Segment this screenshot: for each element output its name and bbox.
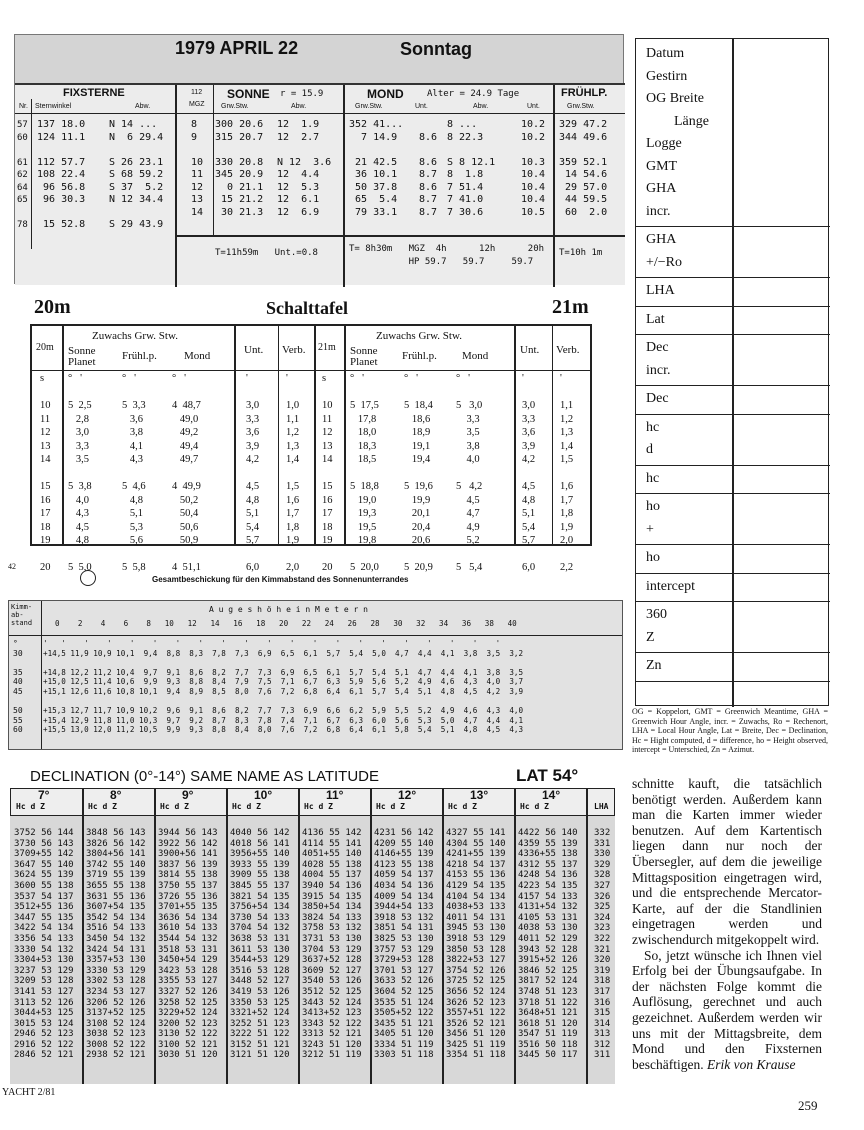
schalt-left-verb-col: ' 1,0 1,1 1,2 1,3 1,4 1,5 1,6 1,7 1,8 1,9 2,0	[286, 373, 300, 573]
schalt-right-mond: Mond	[462, 350, 489, 362]
schalt-left-mond-col: ° ' 4 48,7 49,0 49,2 49,4 49,7 4 49,9 50,2 50,4 50,6 50,9 4 51,1	[172, 373, 201, 573]
mond-header: MOND	[367, 87, 404, 101]
form-row-label: intercept	[646, 578, 695, 594]
schalt-left-unt: Unt.	[244, 344, 264, 356]
decl-degree-header: 13°	[470, 788, 489, 802]
schalt-right-verb: Verb.	[556, 344, 580, 356]
fixsterne-header: FIXSTERNE	[63, 87, 125, 99]
form-row	[636, 545, 830, 574]
kimm-page-number: 42	[8, 562, 16, 571]
article-paragraph-2	[632, 948, 822, 1073]
fix-nr-col: 57 60 61 62 64 65 78	[17, 120, 28, 230]
form-row-entry[interactable]	[734, 227, 828, 277]
fruehlp-grw-col: 329 47.2 344 49.6 359 52.1 14 54.6 29 57.0 44 59.5 60 2.0	[559, 119, 608, 218]
form-row	[636, 574, 830, 603]
schalt-right-verb-col: ' 1,1 1,2 1,3 1,4 1,5 1,6 1,7 1,8 1,9 2,0 2,2	[560, 373, 574, 573]
schalt-right-sonne-col: ° ' 5 17,5 17,8 18,0 18,3 18,5 5 18,8 19,0 19,3 19,5 19,8 5 20,0	[350, 373, 379, 573]
form-row	[636, 278, 830, 307]
schalttafel-title: Schalttafel	[266, 298, 348, 318]
almanac-date: 1979 APRIL 22	[175, 38, 299, 58]
mgz-top: 112	[191, 89, 203, 96]
sonne-radius: r = 15.9	[280, 89, 324, 99]
form-row-entry[interactable]	[734, 653, 828, 681]
mond-unt2-header: Unt.	[527, 103, 540, 110]
schalt-left-mond: Mond	[184, 350, 211, 362]
mond-grw-header: Grw.Stw.	[355, 103, 383, 110]
form-row	[636, 335, 830, 386]
form-row-entry[interactable]	[734, 494, 828, 544]
form-row-label: hc d	[646, 419, 660, 457]
mgz-header: MGZ	[189, 101, 205, 108]
decl-col-subheader: Hc d Z	[16, 802, 45, 811]
schalt-right-sonne: Sonne Planet	[350, 345, 378, 368]
sight-reduction-form	[635, 38, 829, 706]
mond-grw-col: 352 41... 7 14.9 21 42.5 36 10.1 50 37.8 65 5.4 79 33.1	[349, 119, 404, 218]
sonne-footer: T=11h59m Unt.=0.8	[215, 248, 318, 258]
form-row-entry[interactable]	[734, 335, 828, 385]
kimm-augeshoehe: A u g e s h ö h e i n M e t e r n	[209, 605, 368, 614]
mond-unt-header: Unt.	[415, 103, 428, 110]
abbreviation-legend: OG = Koppelort, GMT = Greenwich Meantime, GHA = Greenwich Hour Angle, incr. = Zuwachs, Ro = Rechenort, LHA = Local Hour Angle, Lat = Breite, Dec = Declination, Hc = Hight computed, d = difference, ho = Height observed, intercept = Unterschied, Zn = Azimut.	[632, 707, 828, 755]
schalt-right-unt-col: ' 3,0 3,3 3,6 3,9 4,2 4,5 4,8 5,1 5,4 5,7 6,0	[522, 373, 536, 573]
decl-col-subheader: Hc d Z	[304, 802, 333, 811]
schalt-left-fruehl: Frühl.p.	[122, 350, 157, 362]
decl-col-subheader: Hc d Z	[88, 802, 117, 811]
form-row	[636, 386, 830, 415]
form-row-label: hc	[646, 470, 660, 486]
kimm-row-label: Kimm- ab- stand	[11, 603, 33, 627]
kimm-values: ' ' ' ' ' ' ' ' ' ' ' ' ' ' ' ' ' ' ' ' ' +14,5 11,9 10,9 10,1 9,4 8,8 8,3 7,8 7,3 6,9 6,5 6,1 5,7 5,4 5,0 4,7 4,4 4,1 3,8 3,5 3,2 +14,8 12,2 11,2 10,4 9,7 9,1 8,6 8,2 7,7 7,3 6,9 6,5 6,1 5,7 5,4 5,1 4,7 4,4 4,1 3,8 3,5 +15,0 12,5 11,4 10,6 9,9 9,3 8,8 8,4 7,9 7,5 7,1 6,7 6,3 5,9 5,6 5,2 4,9 4,6 4,3 4,0 3,7 +15,1 12,6 11,6 10,8 10,1 9,4 8,9 8,5 8,0 7,6 7,2 6,8 6,4 6,1 5,7 5,4 5,1 4,8 4,5 4,2 3,9 +15,3 12,7 11,7 10,9 10,2 9,6 9,1 8,6 8,2 7,7 7,3 6,9 6,6 6,2 5,9 5,5 5,2 4,9 4,6 4,3 4,0 +15,4 12,9 11,8 11,0 10,3 9,7 9,2 8,7 8,3 7,8 7,4 7,1 6,7 6,3 6,0 5,6 5,3 5,0 4,7 4,4 4,1 +15,5 13,0 12,0 11,2 10,5 9,9 9,3 8,8 8,4 8,0 7,6 7,2 6,8 6,4 6,1 5,8 5,4 5,1 4,8 4,5 4,3	[43, 639, 524, 735]
article-text	[632, 776, 822, 1072]
sonne-abw-col: 12 1.9 12 2.7 N 12 3.6 12 4.4 12 5.3 12 6.1 12 6.9	[277, 119, 332, 218]
decl-lat: LAT 54°	[516, 766, 579, 785]
schalt-left-unt-col: ' 3,0 3,3 3,6 3,9 4,2 4,5 4,8 5,1 5,4 5,7 6,0	[246, 373, 260, 573]
decl-col-subheader: Hc d Z	[520, 802, 549, 811]
decl-column: 3848 56 143 3826 56 142 3804+56 141 3742 55 140 3719 55 139 3655 55 138 3631 55 136 3607+54 135 3542 54 134 3516 54 133 3450 54 132 3424 54 131 3357+53 130 3330 53 129 3302 53 128 3234 53 127 3206 52 126 3137+52 125 3108 52 124 3038 52 123 3008 52 122 2938 52 121	[86, 828, 146, 1061]
schalt-left-zuwachs: Zuwachs Grw. Stw.	[92, 330, 178, 342]
decl-column: 4136 55 142 4114 55 141 4051+55 140 4028 55 138 4004 55 137 3940 54 136 3915 54 135 3850+54 134 3824 54 133 3758 53 132 3731 53 130 3704 53 129 3637+52 128 3609 52 127 3540 53 126 3512 52 125 3443 52 124 3413+52 123 3343 52 122 3313 52 121 3243 51 120 3212 51 119	[302, 828, 362, 1061]
schalttafel-table	[30, 324, 592, 573]
decl-degree-header: 10°	[254, 788, 273, 802]
schalt-left-sonne-col: ° ' 5 2,5 2,8 3,0 3,3 3,5 5 3,8 4,0 4,3 4,5 4,8 5 5,0	[68, 373, 92, 573]
schalttafel	[30, 296, 592, 573]
decl-col-subheader: Hc d Z	[160, 802, 189, 811]
form-row-label: Dec	[646, 391, 669, 406]
form-row-label: ho +	[646, 499, 660, 537]
form-row	[636, 415, 830, 466]
magazine-source: YACHT 2/81	[2, 1087, 56, 1098]
decl-degree-header: 14°	[542, 788, 561, 802]
decl-degree-header: 12°	[398, 788, 417, 802]
fruehlp-footer: T=10h 1m	[559, 248, 603, 258]
article-paragraph-1: schnitte kauft, die tatsächlich benötigt werden. Außerdem kann man die Karten immer wieder benutzen. Auf dem Kartentisch liegen dann nur noch der Übersegler, auf dem die jeweilige Mittagsposition eingetragen wird, und die entsprechende Mercator-Karte, auf der die Standlinien eingetragen werden und zwischendurch mitgekoppelt wird.	[632, 776, 822, 947]
decl-lha-header: LHA	[594, 802, 609, 811]
schalt-right-fruehl-col: ° ' 5 18,4 18,6 18,9 19,1 19,4 5 19,6 19,9 20,1 20,4 20,6 5 20,9	[404, 373, 433, 573]
schalt-right-unt: Unt.	[520, 344, 540, 356]
decl-column: 3944 56 143 3922 56 142 3900+56 141 3837 56 139 3814 55 138 3750 55 137 3726 55 136 3701+55 135 3636 54 134 3610 54 133 3544 54 132 3518 53 131 3450+54 129 3423 53 128 3355 53 127 3327 52 126 3258 52 125 3229+52 124 3200 52 123 3130 52 122 3100 52 121 3030 51 120	[158, 828, 218, 1061]
mond-alter: Alter = 24.9 Tage	[427, 89, 520, 99]
form-row	[636, 653, 830, 682]
form-row	[636, 41, 830, 227]
form-row-label: Datum Gestirn OG Breite Länge Logge GMT GHA incr.	[646, 46, 709, 219]
schalt-right-min-label: 21m	[318, 342, 336, 353]
decl-degree-header: 11°	[326, 788, 344, 802]
decl-lha-col: 332 331 330 329 328 327 326 325 324 323 322 321 320 319 318 317 316 315 314 313 312 311	[594, 828, 611, 1061]
almanac-table	[15, 83, 625, 285]
schalt-left-fruehl-col: ° ' 5 3,3 3,6 3,8 4,1 4,3 5 4,6 4,8 5,1 5,3 5,6 5 5,8	[122, 373, 146, 573]
mgz-col: 8 9 10 11 12 13 14	[191, 119, 204, 218]
form-row-label: LHA	[646, 283, 675, 298]
fix-abw-col: N 14 ... N 6 29.4 S 26 23.1 S 68 59.2 S 37 5.2 N 12 34.4 S 29 43.9	[109, 119, 164, 230]
form-row-entry[interactable]	[734, 41, 828, 226]
decl-column: 3752 56 144 3730 56 143 3709+55 142 3647 55 140 3624 55 139 3600 55 138 3537 54 137 3512+55 136 3447 55 135 3422 54 134 3356 54 133 3330 54 132 3304+53 130 3237 53 129 3209 53 128 3141 53 127 3113 52 126 3044+53 125 3015 53 124 2946 52 123 2916 52 122 2846 52 121	[14, 828, 74, 1061]
mond-footer: T= 8h30m MGZ 4h 12h 20h HP 59.7 59.7 59.7	[349, 244, 545, 267]
form-row-label: 360 Z	[646, 607, 667, 645]
form-row-label: Lat	[646, 311, 665, 327]
mond-abw-header: Abw.	[473, 103, 489, 110]
kimm-degrees: ° 30 35 40 45 50 55 60	[13, 639, 23, 735]
decl-col-subheader: Hc d Z	[232, 802, 261, 811]
schalt-right-fruehl: Frühl.p.	[402, 350, 437, 362]
schalt-right-zuwachs: Zuwachs Grw. Stw.	[376, 330, 462, 342]
fruehlp-header: FRÜHLP.	[561, 87, 608, 99]
declination-table	[10, 788, 615, 1084]
decl-title: DECLINATION (0°-14°) SAME NAME AS LATITUDE	[30, 768, 380, 785]
mond-unt-col: 8.6 8.6 8.7 8.6 8.7 8.7	[419, 131, 438, 218]
sonne-grw-col: 300 20.6 315 20.7 330 20.8 345 20.9 0 21.1 15 21.2 30 21.3	[215, 119, 264, 218]
fix-abw-header: Abw.	[135, 103, 151, 110]
form-row-label: ho	[646, 550, 660, 565]
form-row	[636, 466, 830, 495]
fix-nr-header: Nr.	[19, 103, 28, 110]
fruehlp-grw-header: Grw.Stw.	[567, 103, 595, 110]
decl-column: 4231 56 142 4209 55 140 4146+55 139 4123 55 138 4059 54 137 4034 54 136 4009 54 134 3944+54 133 3918 53 132 3851 54 131 3825 53 130 3757 53 129 3729+53 128 3701 53 127 3633 52 126 3604 52 125 3535 51 124 3505+52 122 3435 51 121 3405 51 120 3334 51 119 3303 51 118	[374, 828, 434, 1061]
form-row	[636, 494, 830, 545]
form-row-entry[interactable]	[734, 602, 828, 652]
decl-col-subheader: Hc d Z	[376, 802, 405, 811]
form-row-entry[interactable]	[734, 415, 828, 465]
article-paragraph-2-text: So, jetzt wünsche ich Ihnen viel Erfolg bei der Übungsaufgabe. In der nächsten Folge kommt die Auflösung, gerechnet und auch gezeichnet. Außerdem werden wir uns mit der Mittagsbreite, dem Mond und den Fixsternen beschäftigen.	[632, 947, 822, 1072]
decl-degree-header: 7°	[38, 788, 50, 802]
form-row	[636, 227, 830, 278]
decl-column: 4040 56 142 4018 56 141 3956+55 140 3933 55 139 3909 55 138 3845 55 137 3821 54 135 3756+54 134 3730 54 133 3704 54 132 3638 53 131 3611 53 130 3544+53 129 3516 53 128 3448 52 127 3419 53 126 3350 53 125 3321+52 124 3252 51 123 3222 51 122 3152 51 121 3121 51 120	[230, 828, 290, 1061]
schalt-left-s-col: s 10 11 12 13 14 15 16 17 18 19 20	[40, 373, 51, 573]
form-row-entry[interactable]	[734, 386, 828, 414]
form-row	[636, 307, 830, 336]
mond-unt2-col: 10.2 10.2 10.3 10.4 10.4 10.4 10.5	[521, 119, 546, 218]
schalt-right-s-col: s 10 11 12 13 14 15 16 17 18 19 20	[322, 373, 333, 573]
schalt-right-mond-col: ° ' 5 3,0 3,3 3,5 3,8 4,0 5 4,2 4,5 4,7 4,9 5,2 5 5,4	[456, 373, 483, 573]
schalt-left-verb: Verb.	[282, 344, 306, 356]
decl-column: 4327 55 141 4304 55 140 4241+55 139 4218 54 137 4153 55 136 4129 54 135 4104 54 134 4038+53 133 4011 54 131 3945 53 130 3918 53 129 3850 53 128 3822+53 127 3754 52 126 3725 52 125 3656 52 124 3626 52 123 3557+51 122 3526 52 121 3456 51 120 3425 51 119 3354 51 118	[446, 828, 506, 1061]
fix-sw-col: 137 18.0 124 11.1 112 57.7 108 22.4 96 56.8 96 30.3 15 52.8	[37, 119, 86, 230]
form-row-label: Zn	[646, 658, 662, 673]
schalttafel-right-minute: 21m	[552, 296, 589, 318]
decl-degree-header: 9°	[182, 788, 194, 802]
form-row-entry[interactable]	[734, 545, 828, 573]
sun-symbol-icon	[80, 570, 96, 586]
form-row	[636, 602, 830, 653]
schalt-left-sonne: Sonne Planet	[68, 345, 96, 368]
schalttafel-left-minute: 20m	[34, 296, 71, 318]
sonne-grw-header: Grw.Stw.	[221, 103, 249, 110]
almanac-weekday: Sonntag	[400, 39, 472, 59]
kimm-title: Gesamtbeschickung für den Kimmabstand des Sonnenunterrandes	[152, 575, 409, 584]
form-row-label: GHA +/−Ro	[646, 232, 683, 270]
form-row-entry[interactable]	[734, 574, 828, 602]
sonne-abw-header: Abw.	[291, 103, 307, 110]
mond-abw-col: 8 ... 8 22.3 S 8 12.1 8 1.8 7 51.4 7 41.0 7 30.6	[447, 119, 496, 218]
almanac-page	[14, 34, 624, 284]
form-row-label: Dec incr.	[646, 340, 671, 378]
decl-degree-header: 8°	[110, 788, 122, 802]
schalt-left-min-label: 20m	[36, 342, 54, 353]
kimm-heights: 0 2 4 6 8 10 12 14 16 18 20 22 24 26 28 30 32 34 36 38 40	[55, 619, 517, 628]
sonne-header: SONNE	[227, 87, 270, 101]
form-row-entry[interactable]	[734, 278, 828, 306]
kimm-table	[8, 600, 623, 750]
article-author: Erik von Krause	[706, 1056, 796, 1072]
decl-column: 4422 56 140 4359 55 139 4336+55 138 4312 55 137 4248 54 136 4223 54 135 4157 54 133 4131+54 132 4105 53 131 4038 53 130 4011 52 129 3943 52 128 3915+52 126 3846 52 125 3817 52 124 3748 51 123 3718 51 122 3648+51 121 3618 51 120 3547 51 119 3516 50 118 3445 50 117	[518, 828, 578, 1061]
form-row-entry[interactable]	[734, 307, 828, 335]
decl-col-subheader: Hc d Z	[448, 802, 477, 811]
page-number: 259	[798, 1098, 818, 1113]
fix-sw-header: Sternwinkel	[35, 103, 72, 110]
form-row-entry[interactable]	[734, 466, 828, 494]
